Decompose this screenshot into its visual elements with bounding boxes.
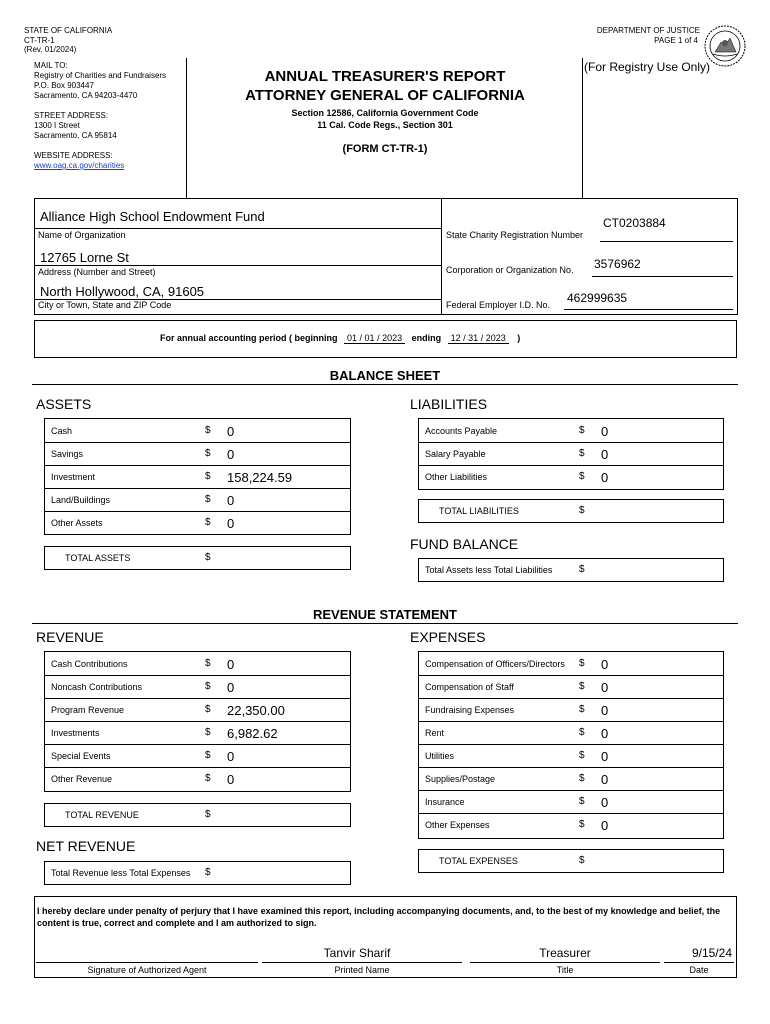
- expense-label: Utilities: [425, 751, 455, 761]
- org-city-field[interactable]: North Hollywood, CA, 91605: [40, 284, 205, 299]
- expense-supplies-value[interactable]: 0: [601, 772, 609, 787]
- street-line: Sacramento, CA 95814: [34, 131, 117, 140]
- expense-row-supplies: [419, 768, 723, 791]
- form-code: CT-TR-1: [24, 36, 55, 45]
- period-label: For annual accounting period ( beginning: [160, 333, 338, 343]
- revenue-statement-title: REVENUE STATEMENT: [313, 607, 457, 622]
- org-name-label: Name of Organization: [38, 230, 126, 240]
- liability-label: Other Liabilities: [425, 472, 488, 482]
- dollar-sign: $: [579, 704, 585, 715]
- mail-to-label: MAIL TO:: [34, 61, 68, 70]
- form-name: (FORM CT-TR-1): [342, 143, 428, 155]
- dollar-sign: $: [205, 658, 211, 669]
- revenue-row-other: [45, 768, 350, 791]
- asset-label: Savings: [51, 449, 84, 459]
- dollar-sign: $: [205, 681, 211, 692]
- dollar-sign: $: [579, 819, 585, 830]
- header-divider-right: [582, 58, 583, 198]
- dollar-sign: $: [579, 658, 585, 669]
- dollar-sign: $: [205, 552, 211, 563]
- asset-row-other: [45, 512, 350, 534]
- liability-other-value[interactable]: 0: [601, 470, 609, 485]
- total-liabilities-box: [418, 499, 724, 523]
- expense-label: Supplies/Postage: [425, 774, 496, 784]
- org-address-field[interactable]: 12765 Lorne St: [40, 250, 129, 265]
- expense-label: Compensation of Staff: [425, 682, 514, 692]
- website-label: WEBSITE ADDRESS:: [34, 151, 113, 160]
- regs-section: 11 Cal. Code Regs., Section 301: [317, 120, 453, 130]
- form-title-block: [190, 67, 580, 155]
- asset-row-investment: [45, 466, 350, 489]
- liabilities-title: LIABILITIES: [410, 396, 488, 412]
- expense-row-rent: [419, 722, 723, 745]
- revenue-label: Other Revenue: [51, 774, 113, 784]
- dollar-sign: $: [205, 517, 211, 528]
- total-liabilities-label: TOTAL LIABILITIES: [439, 506, 519, 516]
- revenue-label: Special Events: [51, 751, 111, 761]
- dollar-sign: $: [579, 750, 585, 761]
- dollar-sign: $: [579, 681, 585, 692]
- total-assets-box: [44, 546, 351, 570]
- expense-rent-value[interactable]: 0: [601, 726, 609, 741]
- dollar-sign: $: [579, 727, 585, 738]
- period-begin-year[interactable]: 2023: [382, 333, 403, 343]
- revenue-investments-value[interactable]: 6,982.62: [227, 726, 278, 741]
- liability-row-other: [419, 466, 723, 489]
- dollar-sign: $: [579, 773, 585, 784]
- dollar-sign: $: [205, 471, 211, 482]
- dollar-sign: $: [205, 773, 211, 784]
- expense-row-utilities: [419, 745, 723, 768]
- org-city-label: City or Town, State and ZIP Code: [38, 300, 172, 310]
- revenue-title: REVENUE: [36, 629, 104, 645]
- total-revenue-box: [44, 803, 351, 827]
- org-info-divider: [441, 198, 442, 315]
- fein-field[interactable]: 462999635: [567, 291, 628, 305]
- revenue-label: Noncash Contributions: [51, 682, 143, 692]
- corporation-number-label: Corporation or Organization No.: [446, 265, 574, 275]
- dollar-sign: $: [579, 855, 585, 866]
- header-divider-left: [186, 58, 187, 198]
- asset-row-cash: [45, 419, 350, 443]
- printed-name-field[interactable]: Tanvir Sharif: [323, 946, 391, 960]
- revenue-special-events-value[interactable]: 0: [227, 749, 235, 764]
- assets-title: ASSETS: [36, 396, 92, 412]
- expense-fundraising-value[interactable]: 0: [601, 703, 609, 718]
- agency-title: ATTORNEY GENERAL OF CALIFORNIA: [245, 87, 525, 104]
- mailing-address-block: [34, 61, 184, 171]
- title-field[interactable]: Treasurer: [539, 946, 591, 960]
- asset-label: Land/Buildings: [51, 495, 111, 505]
- dollar-sign: $: [579, 425, 585, 436]
- expense-utilities-value[interactable]: 0: [601, 749, 609, 764]
- registry-use-label: (For Registry Use Only): [584, 60, 711, 74]
- mail-line: Sacramento, CA 94203-4470: [34, 91, 138, 100]
- fein-label: Federal Employer I.D. No.: [446, 300, 551, 310]
- date-label: Date: [689, 965, 709, 975]
- asset-investment-value[interactable]: 158,224.59: [227, 470, 293, 485]
- registration-number-field[interactable]: CT0203884: [603, 216, 666, 230]
- expense-other-value[interactable]: 0: [601, 818, 609, 833]
- declaration-text: I hereby declare under penalty of perjury that I have examined this report, including accompanying documents, and, to the best of my knowledge and belief, the content is true, correct and complete and I am authorized to sign.: [37, 906, 721, 928]
- expense-row-fundraising: [419, 699, 723, 722]
- asset-land-value[interactable]: 0: [227, 493, 235, 508]
- asset-cash-value[interactable]: 0: [227, 424, 235, 439]
- expense-label: Fundraising Expenses: [425, 705, 515, 715]
- dollar-sign: $: [205, 704, 211, 715]
- expense-label: Insurance: [425, 797, 465, 807]
- fund-balance-label: Total Assets less Total Liabilities: [425, 565, 553, 575]
- asset-label: Investment: [51, 472, 96, 482]
- revenue-program-revenue-value[interactable]: 22,350.00: [227, 703, 285, 718]
- title-label: Title: [556, 965, 574, 975]
- dollar-sign: $: [205, 494, 211, 505]
- period-begin-day[interactable]: 01: [364, 333, 375, 343]
- asset-savings-value[interactable]: 0: [227, 447, 235, 462]
- expenses-title: EXPENSES: [410, 629, 486, 645]
- revenue-box: [44, 651, 351, 792]
- expense-row-officers: [419, 652, 723, 676]
- revenue-other-value[interactable]: 0: [227, 772, 235, 787]
- total-assets-label: TOTAL ASSETS: [65, 553, 131, 563]
- mail-line: P.O. Box 903447: [34, 81, 94, 90]
- total-expenses-label: TOTAL EXPENSES: [439, 856, 518, 866]
- net-revenue-title: NET REVENUE: [36, 838, 136, 854]
- page-number: PAGE 1 of 4: [654, 36, 698, 45]
- expense-label: Other Expenses: [425, 820, 490, 830]
- asset-label: Other Assets: [51, 518, 103, 528]
- total-revenue-label: TOTAL REVENUE: [65, 810, 139, 820]
- dollar-sign: $: [205, 727, 211, 738]
- report-title: ANNUAL TREASURER'S REPORT: [264, 68, 506, 85]
- revenue-row-investments: [45, 722, 350, 745]
- liability-label: Salary Payable: [425, 449, 486, 459]
- period-end-year[interactable]: 2023: [485, 333, 506, 343]
- dollar-sign: $: [579, 471, 585, 482]
- org-address-label: Address (Number and Street): [38, 267, 156, 277]
- period-close: ): [517, 333, 521, 343]
- dollar-sign: $: [579, 505, 585, 516]
- expense-row-other: [419, 814, 723, 837]
- street-address-label: STREET ADDRESS:: [34, 111, 109, 120]
- dollar-sign: $: [205, 425, 211, 436]
- dollar-sign: $: [205, 867, 211, 878]
- code-section: Section 12586, California Government Code: [291, 108, 479, 118]
- liability-salary-payable-value[interactable]: 0: [601, 447, 609, 462]
- expense-staff-value[interactable]: 0: [601, 680, 609, 695]
- revenue-row-special-events: [45, 745, 350, 768]
- revenue-cash-contributions-value[interactable]: 0: [227, 657, 235, 672]
- asset-label: Cash: [51, 426, 73, 436]
- accounting-period-row: For annual accounting period ( beginning 01 / 01 / 2023 ending 12 / 31 / 2023 ): [160, 333, 521, 343]
- assets-box: [44, 418, 351, 535]
- dollar-sign: $: [579, 796, 585, 807]
- asset-other-value[interactable]: 0: [227, 516, 235, 531]
- signature-label: Signature of Authorized Agent: [87, 965, 207, 975]
- street-line: 1300 I Street: [34, 121, 80, 130]
- period-begin-month[interactable]: 01: [347, 333, 358, 343]
- signature-line[interactable]: [36, 962, 258, 963]
- period-ending-label: ending: [411, 333, 442, 343]
- total-expenses-box: [418, 849, 724, 873]
- website-link[interactable]: www.oag.ca.gov/charities: [34, 161, 125, 170]
- org-name-field[interactable]: Alliance High School Endowment Fund: [40, 209, 265, 224]
- state-label: STATE OF CALIFORNIA: [24, 26, 113, 35]
- revenue-label: Investments: [51, 728, 100, 738]
- liability-row-salary-payable: [419, 443, 723, 466]
- revenue-noncash-contributions-value[interactable]: 0: [227, 680, 235, 695]
- revenue-label: Cash Contributions: [51, 659, 128, 669]
- printed-name-label: Printed Name: [334, 965, 390, 975]
- balance-sheet-title: BALANCE SHEET: [329, 368, 441, 383]
- period-end-day[interactable]: 31: [468, 333, 479, 343]
- fund-balance-box: [418, 558, 724, 582]
- revenue-row-noncash-contributions: [45, 676, 350, 699]
- dollar-sign: $: [205, 448, 211, 459]
- expense-officers-value[interactable]: 0: [601, 657, 609, 672]
- revenue-label: Program Revenue: [51, 705, 125, 715]
- revenue-row-program-revenue: [45, 699, 350, 722]
- liability-label: Accounts Payable: [425, 426, 498, 436]
- corporation-number-field[interactable]: 3576962: [594, 257, 641, 271]
- period-end-month[interactable]: 12: [450, 333, 461, 343]
- department-label: DEPARTMENT OF JUSTICE: [596, 26, 700, 35]
- net-revenue-box: [44, 861, 351, 885]
- fund-balance-title: FUND BALANCE: [410, 536, 519, 552]
- expense-label: Rent: [425, 728, 445, 738]
- asset-row-savings: [45, 443, 350, 466]
- liabilities-box: [418, 418, 724, 490]
- date-field[interactable]: 9/15/24: [691, 946, 732, 960]
- dollar-sign: $: [579, 448, 585, 459]
- mail-line: Registry of Charities and Fundraisers: [34, 71, 167, 80]
- liability-accounts-payable-value[interactable]: 0: [601, 424, 609, 439]
- expense-row-staff: [419, 676, 723, 699]
- expense-row-insurance: [419, 791, 723, 814]
- dollar-sign: $: [205, 809, 211, 820]
- revision-date: (Rev. 01/2024): [24, 45, 77, 54]
- dollar-sign: $: [579, 564, 585, 575]
- expense-label: Compensation of Officers/Directors: [425, 659, 565, 669]
- registration-number-label: State Charity Registration Number: [446, 230, 584, 240]
- net-revenue-label: Total Revenue less Total Expenses: [51, 868, 191, 878]
- expense-insurance-value[interactable]: 0: [601, 795, 609, 810]
- dollar-sign: $: [205, 750, 211, 761]
- expenses-box: [418, 651, 724, 839]
- revenue-row-cash-contributions: [45, 652, 350, 676]
- liability-row-accounts-payable: [419, 419, 723, 443]
- asset-row-land: [45, 489, 350, 512]
